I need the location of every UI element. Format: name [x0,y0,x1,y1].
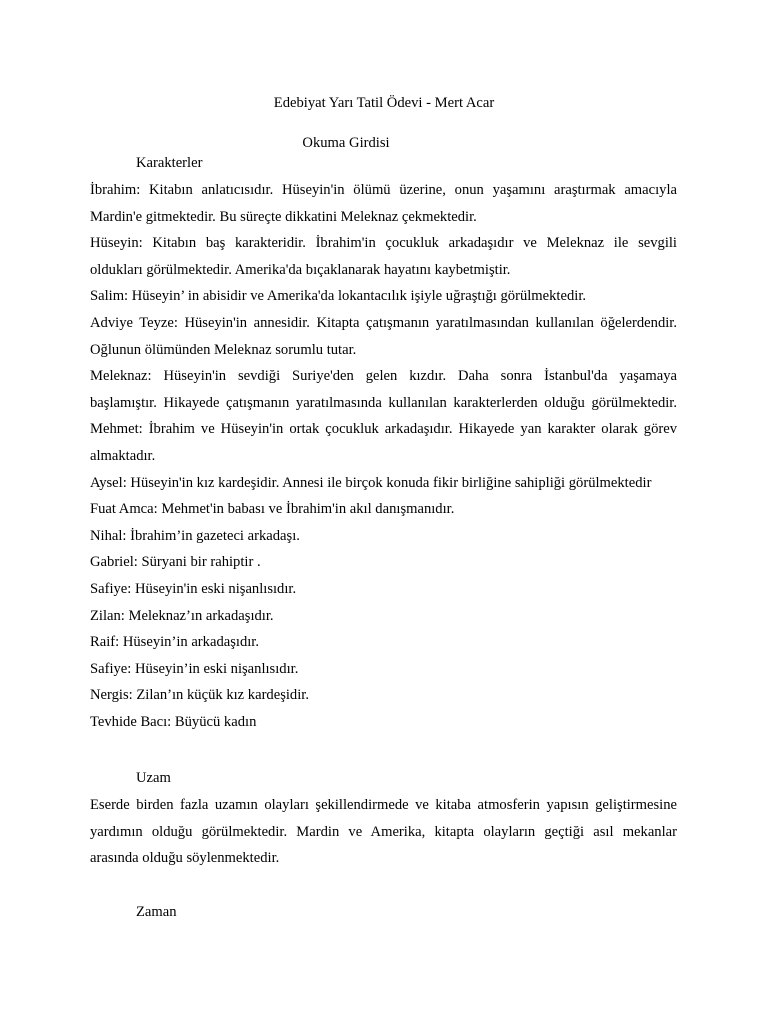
character-line: Raif: Hüseyin’in arkadaşıdır. [90,634,260,651]
character-line: başlamıştır. Hikayede çatışmanın yaratılmasında kullanılan karakterlerden olduğu görülmektedir. [90,394,677,411]
character-line: Zilan: Meleknaz’ın arkadaşıdır. [90,607,274,624]
character-line: Nergis: Zilan’ın küçük kız kardeşidir. [90,687,309,704]
character-line: Hüseyin: Kitabın baş karakteridir. İbrahim'in çocukluk arkadaşıdır ve Meleknaz ile sevgili [90,235,677,252]
character-line: almaktadır. [90,447,156,464]
character-line: Mehmet: İbrahim ve Hüseyin'in ortak çocukluk arkadaşıdır. Hikayede yan karakter olarak görev [90,421,677,438]
character-line: Nihal: İbrahim’in gazeteci arkadaşı. [90,527,300,544]
character-line: Gabriel: Süryani bir rahiptir . [90,554,261,571]
character-line: Salim: Hüseyin’ in abisidir ve Amerika'da lokantacılık işiyle uğraştığı görülmektedir. [90,288,587,305]
character-line: Adviye Teyze: Hüseyin'in annesidir. Kitapta çatışmanın yaratılmasından kullanılan öğelerdendir. [90,314,677,331]
setting-heading: Uzam [136,770,171,786]
time-heading: Zaman [136,904,177,920]
character-line: Mardin'e gitmektedir. Bu süreçte dikkatini Meleknaz çekmektedir. [90,208,477,225]
character-line: İbrahim: Kitabın anlatıcısıdır. Hüseyin'in ölümü üzerine, onun yaşamını araştırmak amacıyla [90,182,677,198]
character-line: Safiye: Hüseyin'in eski nişanlısıdır. [90,580,297,597]
setting-section [90,795,677,875]
setting-line: arasında olduğu söylenmektedir. [90,850,280,867]
character-line: Safiye: Hüseyin’in eski nişanlısıdır. [90,660,299,677]
setting-line: yardımın olduğu görülmektedir. Mardin ve Amerika, kitapta olayların geçtiği asıl mekanlar [90,823,677,840]
setting-line: Eserde birden fazla uzamın olayları şekillendirmede ve kitaba atmosferin yapısın geliştirmesine [90,797,677,813]
document-subtitle: Okuma Girdisi [302,135,390,151]
character-line: Fuat Amca: Mehmet'in babası ve İbrahim'in akıl danışmanıdır. [90,501,455,518]
character-line: Oğlunun ölümünden Meleknaz sorumlu tutar. [90,341,357,358]
character-line: Aysel: Hüseyin'in kız kardeşidir. Annesi ile birçok konuda fikir birliğine sahipliği görülmektedir [90,474,652,491]
document-title: Edebiyat Yarı Tatil Ödevi - Mert Acar [273,95,495,111]
character-line: Tevhide Bacı: Büyücü kadın [90,713,257,730]
characters-section [90,180,677,738]
character-line: oldukları görülmektedir. Amerika'da bıçaklanarak hayatını kaybetmiştir. [90,261,511,278]
character-line: Meleknaz: Hüseyin'in sevdiği Suriye'den gelen kızdır. Daha sonra İstanbul'da yaşamaya [90,368,677,385]
characters-heading: Karakterler [136,155,203,171]
